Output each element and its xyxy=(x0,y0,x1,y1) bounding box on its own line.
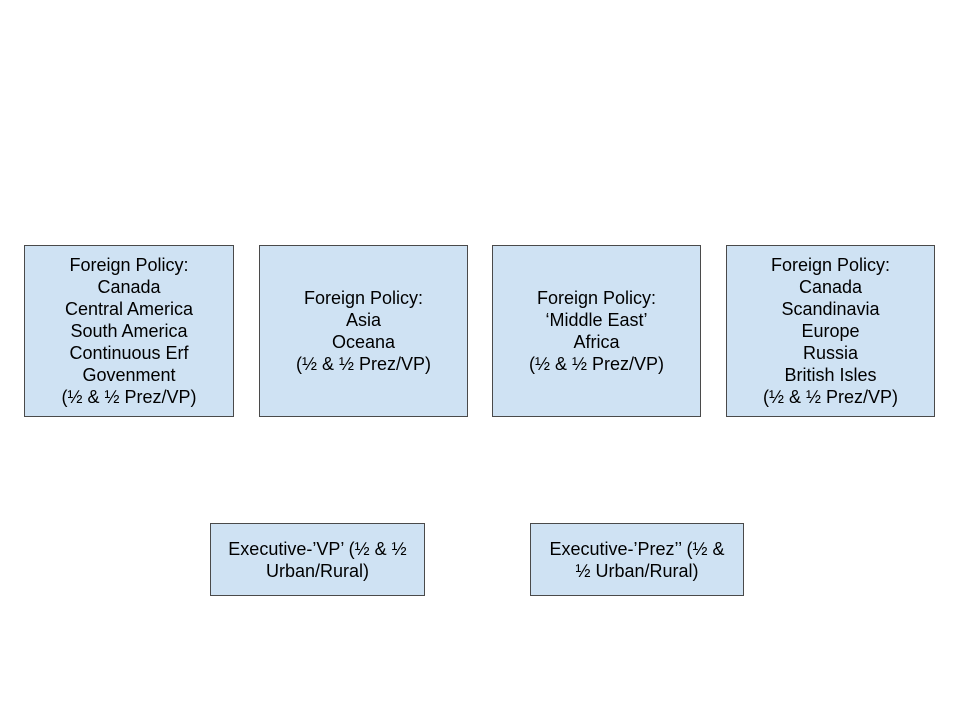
box-line: Foreign Policy: xyxy=(303,288,424,308)
box-line: British Isles xyxy=(784,365,877,385)
foreign-policy-americas-box xyxy=(24,245,234,417)
box-line: Executive-’VP’ (½ & ½ xyxy=(228,538,407,559)
box-line: Oceana xyxy=(331,332,396,352)
box-line: Africa xyxy=(573,332,620,352)
box-line: South America xyxy=(70,321,188,341)
box-line: Foreign Policy: xyxy=(770,255,891,275)
foreign-policy-asia-box xyxy=(259,245,468,417)
box-line: Executive-’Prez’’ (½ & xyxy=(549,538,725,559)
box-line: (½ & ½ Prez/VP) xyxy=(295,354,432,374)
box-line: Canada xyxy=(798,277,863,297)
box-line: Urban/Rural) xyxy=(265,560,370,581)
box-line: Foreign Policy: xyxy=(536,288,657,308)
box-line: Govenment xyxy=(82,365,176,385)
executive-vp-box xyxy=(210,523,425,596)
box-line: ‘Middle East’ xyxy=(545,310,648,330)
foreign-policy-middle-east-box xyxy=(492,245,701,417)
box-line: ½ Urban/Rural) xyxy=(575,560,699,581)
box-line: Scandinavia xyxy=(781,299,880,319)
box-line: (½ & ½ Prez/VP) xyxy=(528,354,665,374)
box-line: Canada xyxy=(97,277,161,297)
box-line: Europe xyxy=(801,321,860,341)
box-line: Asia xyxy=(345,310,381,330)
box-line: (½ & ½ Prez/VP) xyxy=(762,387,899,407)
box-line: (½ & ½ Prez/VP) xyxy=(61,387,197,407)
box-line: Foreign Policy: xyxy=(69,255,189,275)
box-line: Central America xyxy=(64,299,194,319)
foreign-policy-europe-box xyxy=(726,245,935,417)
box-line: Continuous Erf xyxy=(69,343,189,363)
executive-prez-box xyxy=(530,523,744,596)
box-line: Russia xyxy=(802,343,859,363)
